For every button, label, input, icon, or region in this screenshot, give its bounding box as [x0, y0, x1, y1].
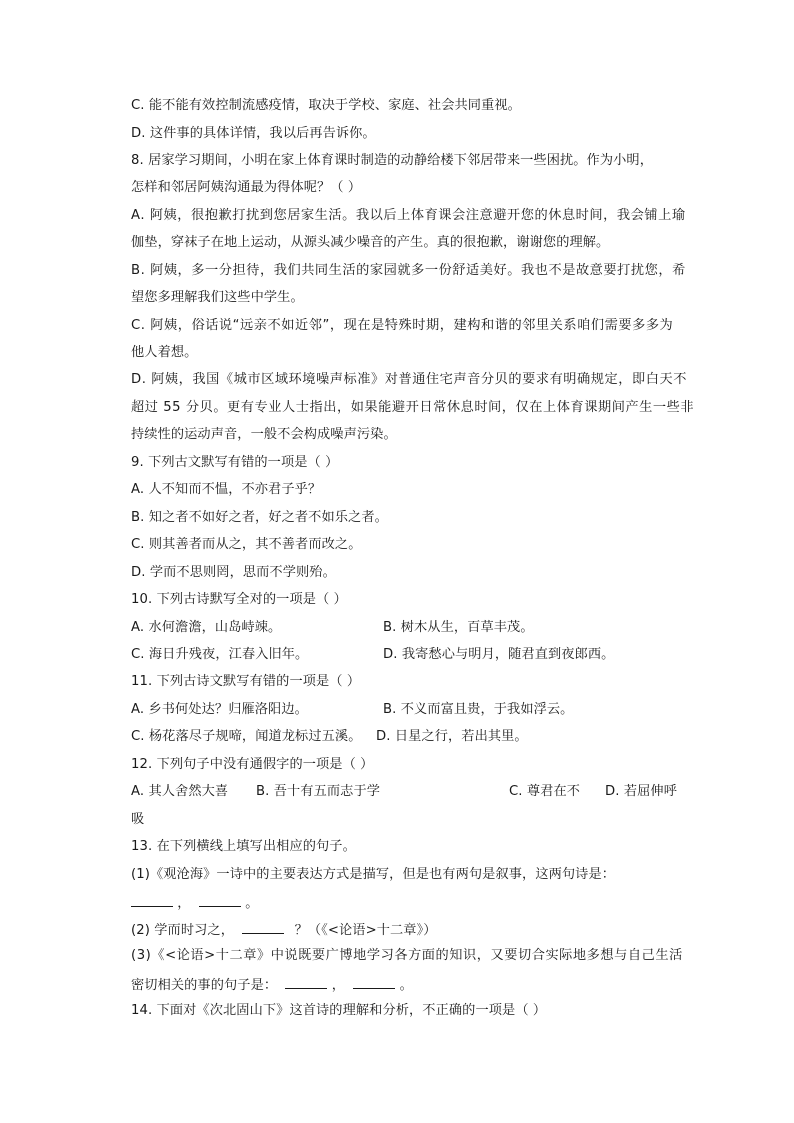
question-13-part-3: (3)《<论语>十二章》中说既要广博地学习各方面的知识，又要切合实际地多想与自己生活 [131, 948, 683, 963]
question-12-stem: 12. 下列句子中没有通假字的一项是（ ） [131, 757, 374, 772]
option-12b: B. 吾十有五而志于学 [256, 784, 381, 799]
option-8d-cont2: 持续性的运动声音，一般不会构成噪声污染。 [131, 427, 397, 442]
part-2-prompt: (2) 学而时习之， [131, 923, 234, 938]
answer-blank[interactable] [131, 893, 173, 907]
option-11b: B. 不义而富且贵，于我如浮云。 [383, 702, 574, 717]
question-14-stem: 14. 下面对《次北固山下》这首诗的理解和分析，不正确的一项是（ ） [131, 1003, 547, 1018]
answer-blank[interactable] [285, 975, 327, 989]
question-9-stem: 9. 下列古文默写有错的一项是（ ） [131, 455, 339, 470]
option-8a-cont: 伽垫，穿袜子在地上运动，从源头减少噪音的产生。真的很抱歉，谢谢您的理解。 [131, 235, 610, 250]
option-8a: A. 阿姨，很抱歉打扰到您居家生活。我以后上体育课会注意避开您的休息时间，我会铺上瑜 [131, 208, 686, 223]
question-8-stem: 8. 居家学习期间，小明在家上体育课时制造的动静给楼下邻居带来一些困扰。作为小明， [131, 153, 653, 168]
option-12a: A. 其人舍然大喜 [131, 784, 229, 799]
question-13-part-3-answer [131, 975, 413, 995]
period: 。 [245, 896, 259, 911]
part-3-prompt: 密切相关的事的句子是： [131, 978, 278, 993]
option-11a: A. 乡书何处达？归雁洛阳边。 [131, 702, 308, 717]
question-11-stem: 11. 下列古诗文默写有错的一项是（ ） [131, 674, 361, 689]
option-10a: A. 水何澹澹，山岛峙竦。 [131, 620, 282, 635]
question-13-part-1: (1)《观沧海》一诗中的主要表达方式是描写，但是也有两句是叙事，这两句诗是： [131, 867, 616, 882]
option-8b-cont: 望您多理解我们这些中学生。 [131, 290, 304, 305]
comma: ， [331, 978, 346, 993]
option-12d-cont: 吸 [131, 812, 145, 827]
answer-blank[interactable] [353, 975, 395, 989]
option-8c: C. 阿姨，俗话说“远亲不如近邻”，现在是特殊时期，建构和谐的邻里关系咱们需要多多为 [131, 318, 674, 333]
option-8b: B. 阿姨，多一分担待，我们共同生活的家园就多一份舒适美好。我也不是故意要打扰您，希 [131, 263, 686, 278]
question-8-stem-cont: 怎样和邻居阿姨沟通最为得体呢？（ ） [131, 180, 362, 195]
question-10-stem: 10. 下列古诗默写全对的一项是（ ） [131, 592, 347, 607]
option-9c: C. 则其善者而从之，其不善者而改之。 [131, 537, 362, 552]
period: 。 [399, 978, 413, 993]
part-2-source: ？（《<论语>十二章》） [294, 923, 437, 938]
option-8d-cont: 超过 55 分贝。更有专业人士指出，如果能避开日常休息时间，仅在上体育课期间产生一些非 [131, 400, 695, 415]
option-9d: D. 学而不思则罔，思而不学则殆。 [131, 565, 336, 580]
answer-blank[interactable] [199, 893, 241, 907]
comma: ， [177, 896, 191, 911]
question-13-part-2 [131, 920, 437, 940]
option-12c: C. 尊君在不 [509, 784, 581, 799]
answer-blank[interactable] [242, 920, 284, 934]
option-9a: A. 人不知而不愠，不亦君子乎？ [131, 482, 322, 497]
option-7d: D. 这件事的具体详情，我以后再告诉你。 [131, 126, 376, 141]
option-10b: B. 树木从生，百草丰茂。 [383, 620, 534, 635]
option-7c: C. 能不能有效控制流感疫情，取决于学校、家庭、社会共同重视。 [131, 98, 521, 113]
question-13-part-1-answer [131, 893, 258, 913]
question-13-stem: 13. 在下列横线上填写出相应的句子。 [131, 839, 356, 854]
option-9b: B. 知之者不如好之者，好之者不如乐之者。 [131, 510, 388, 525]
option-10d: D. 我寄愁心与明月，随君直到夜郎西。 [383, 647, 615, 662]
option-11c: C. 杨花落尽子规啼，闻道龙标过五溪。 [131, 729, 362, 744]
option-11d: D. 日星之行，若出其里。 [376, 729, 528, 744]
option-10c: C. 海日升残夜，江春入旧年。 [131, 647, 309, 662]
option-12d: D. 若屈伸呼 [605, 784, 677, 799]
option-8d: D. 阿姨，我国《城市区域环境噪声标准》对普通住宅声音分贝的要求有明确规定，即白天不 [131, 372, 687, 387]
option-8c-cont: 他人着想。 [131, 345, 198, 360]
